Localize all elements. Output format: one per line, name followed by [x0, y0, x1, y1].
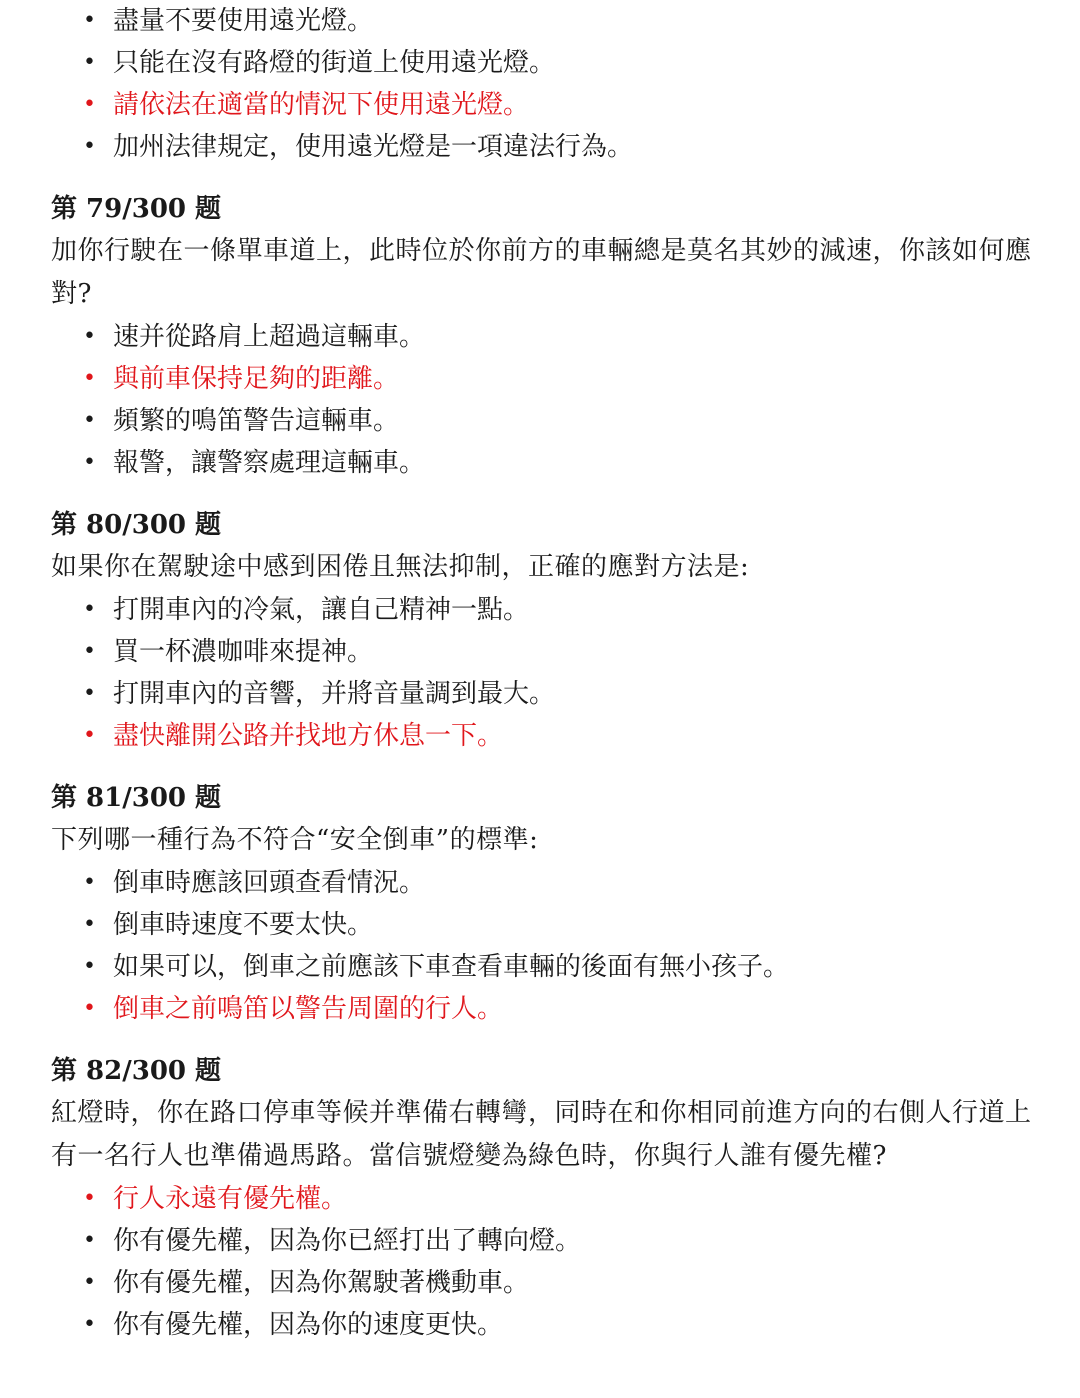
- option-item: [0, 316, 1080, 358]
- option-item-correct: [0, 84, 1080, 126]
- bullet-icon: •: [83, 681, 96, 706]
- question-81: [0, 777, 1080, 1030]
- question-82: [0, 1050, 1080, 1346]
- bullet-icon: •: [83, 954, 96, 979]
- option-text: 行人永遠有優先權。: [113, 1184, 348, 1214]
- option-item: [0, 42, 1080, 84]
- bullet-icon: •: [83, 639, 96, 664]
- option-item: [0, 1262, 1080, 1304]
- option-text: 你有優先權，因為你已經打出了轉向燈。: [113, 1226, 582, 1256]
- option-list: [0, 1178, 1080, 1346]
- question-title: 第 81/300 题: [51, 783, 222, 813]
- option-text: 加州法律規定，使用遠光燈是一項違法行為。: [113, 132, 634, 162]
- option-text: 你有優先權，因為你的速度更快。: [113, 1310, 504, 1340]
- option-text: 只能在沒有路燈的街道上使用遠光燈。: [113, 48, 556, 78]
- bullet-icon: •: [83, 50, 96, 75]
- option-item: [0, 126, 1080, 168]
- option-item: [0, 904, 1080, 946]
- question-title: 第 82/300 题: [51, 1056, 222, 1086]
- option-item-correct: [0, 358, 1080, 400]
- option-item: [0, 442, 1080, 484]
- option-item: [0, 673, 1080, 715]
- question-text: 如果你在駕駛途中感到困倦且無法抑制，正確的應對方法是:: [51, 552, 750, 582]
- bullet-icon: •: [83, 1270, 96, 1295]
- option-text: 倒車時速度不要太快。: [113, 910, 374, 940]
- bullet-icon: •: [83, 134, 96, 159]
- option-text: 與前車保持足夠的距離。: [113, 364, 400, 394]
- option-item-correct: [0, 1178, 1080, 1220]
- bullet-icon: •: [83, 408, 96, 433]
- option-item: [0, 1304, 1080, 1346]
- option-text: 請依法在適當的情況下使用遠光燈。: [113, 90, 530, 120]
- question-80: [0, 504, 1080, 757]
- option-item-correct: [0, 988, 1080, 1030]
- option-item: [0, 631, 1080, 673]
- option-text: 打開車內的音響，并將音量調到最大。: [113, 679, 556, 709]
- bullet-icon: •: [83, 92, 96, 117]
- option-item: [0, 400, 1080, 442]
- question-text: 下列哪一種行為不符合“安全倒車”的標準:: [51, 825, 539, 855]
- option-list: [0, 862, 1080, 1030]
- bullet-icon: •: [83, 870, 96, 895]
- bullet-icon: •: [83, 8, 96, 33]
- question-title: 第 79/300 题: [51, 194, 222, 224]
- option-item: [0, 946, 1080, 988]
- option-item: [0, 862, 1080, 904]
- option-text: 買一杯濃咖啡來提神。: [113, 637, 374, 667]
- question-title: 第 80/300 题: [51, 510, 222, 540]
- bullet-icon: •: [83, 1186, 96, 1211]
- bullet-icon: •: [83, 996, 96, 1021]
- option-text: 如果可以，倒車之前應該下車查看車輛的後面有無小孩子。: [113, 952, 790, 982]
- option-text: 報警，讓警察處理這輛車。: [113, 448, 426, 478]
- option-text: 倒車之前鳴笛以警告周圍的行人。: [113, 994, 504, 1024]
- option-text: 你有優先權，因為你駕駛著機動車。: [113, 1268, 530, 1298]
- option-item-correct: [0, 715, 1080, 757]
- option-list: [0, 0, 1080, 168]
- bullet-icon: •: [83, 366, 96, 391]
- bullet-icon: •: [83, 450, 96, 475]
- bullet-icon: •: [83, 912, 96, 937]
- question-text: 紅燈時，你在路口停車等候并準備右轉彎，同時在和你相同前進方向的右側人行道上有一名行人也準備過馬路。當信號燈變為綠色時，你與行人誰有優先權?: [51, 1098, 1032, 1171]
- option-item: [0, 1220, 1080, 1262]
- option-item: [0, 589, 1080, 631]
- bullet-icon: •: [83, 324, 96, 349]
- bullet-icon: •: [83, 1312, 96, 1337]
- option-list: [0, 316, 1080, 484]
- option-text: 打開車內的冷氣，讓自己精神一點。: [113, 595, 530, 625]
- previous-question-options: [0, 0, 1080, 168]
- option-text: 盡量不要使用遠光燈。: [113, 6, 374, 36]
- question-text: 加你行駛在一條單車道上，此時位於你前方的車輛總是莫名其妙的減速，你該如何應對?: [51, 236, 1032, 309]
- question-79: [0, 188, 1080, 484]
- option-text: 頻繁的鳴笛警告這輛車。: [113, 406, 400, 436]
- bullet-icon: •: [83, 1228, 96, 1253]
- option-list: [0, 589, 1080, 757]
- bullet-icon: •: [83, 597, 96, 622]
- bullet-icon: •: [83, 723, 96, 748]
- option-text: 盡快離開公路并找地方休息一下。: [113, 721, 504, 751]
- option-text: 速并從路肩上超過這輛車。: [113, 322, 426, 352]
- option-text: 倒車時應該回頭查看情況。: [113, 868, 426, 898]
- option-item: [0, 0, 1080, 42]
